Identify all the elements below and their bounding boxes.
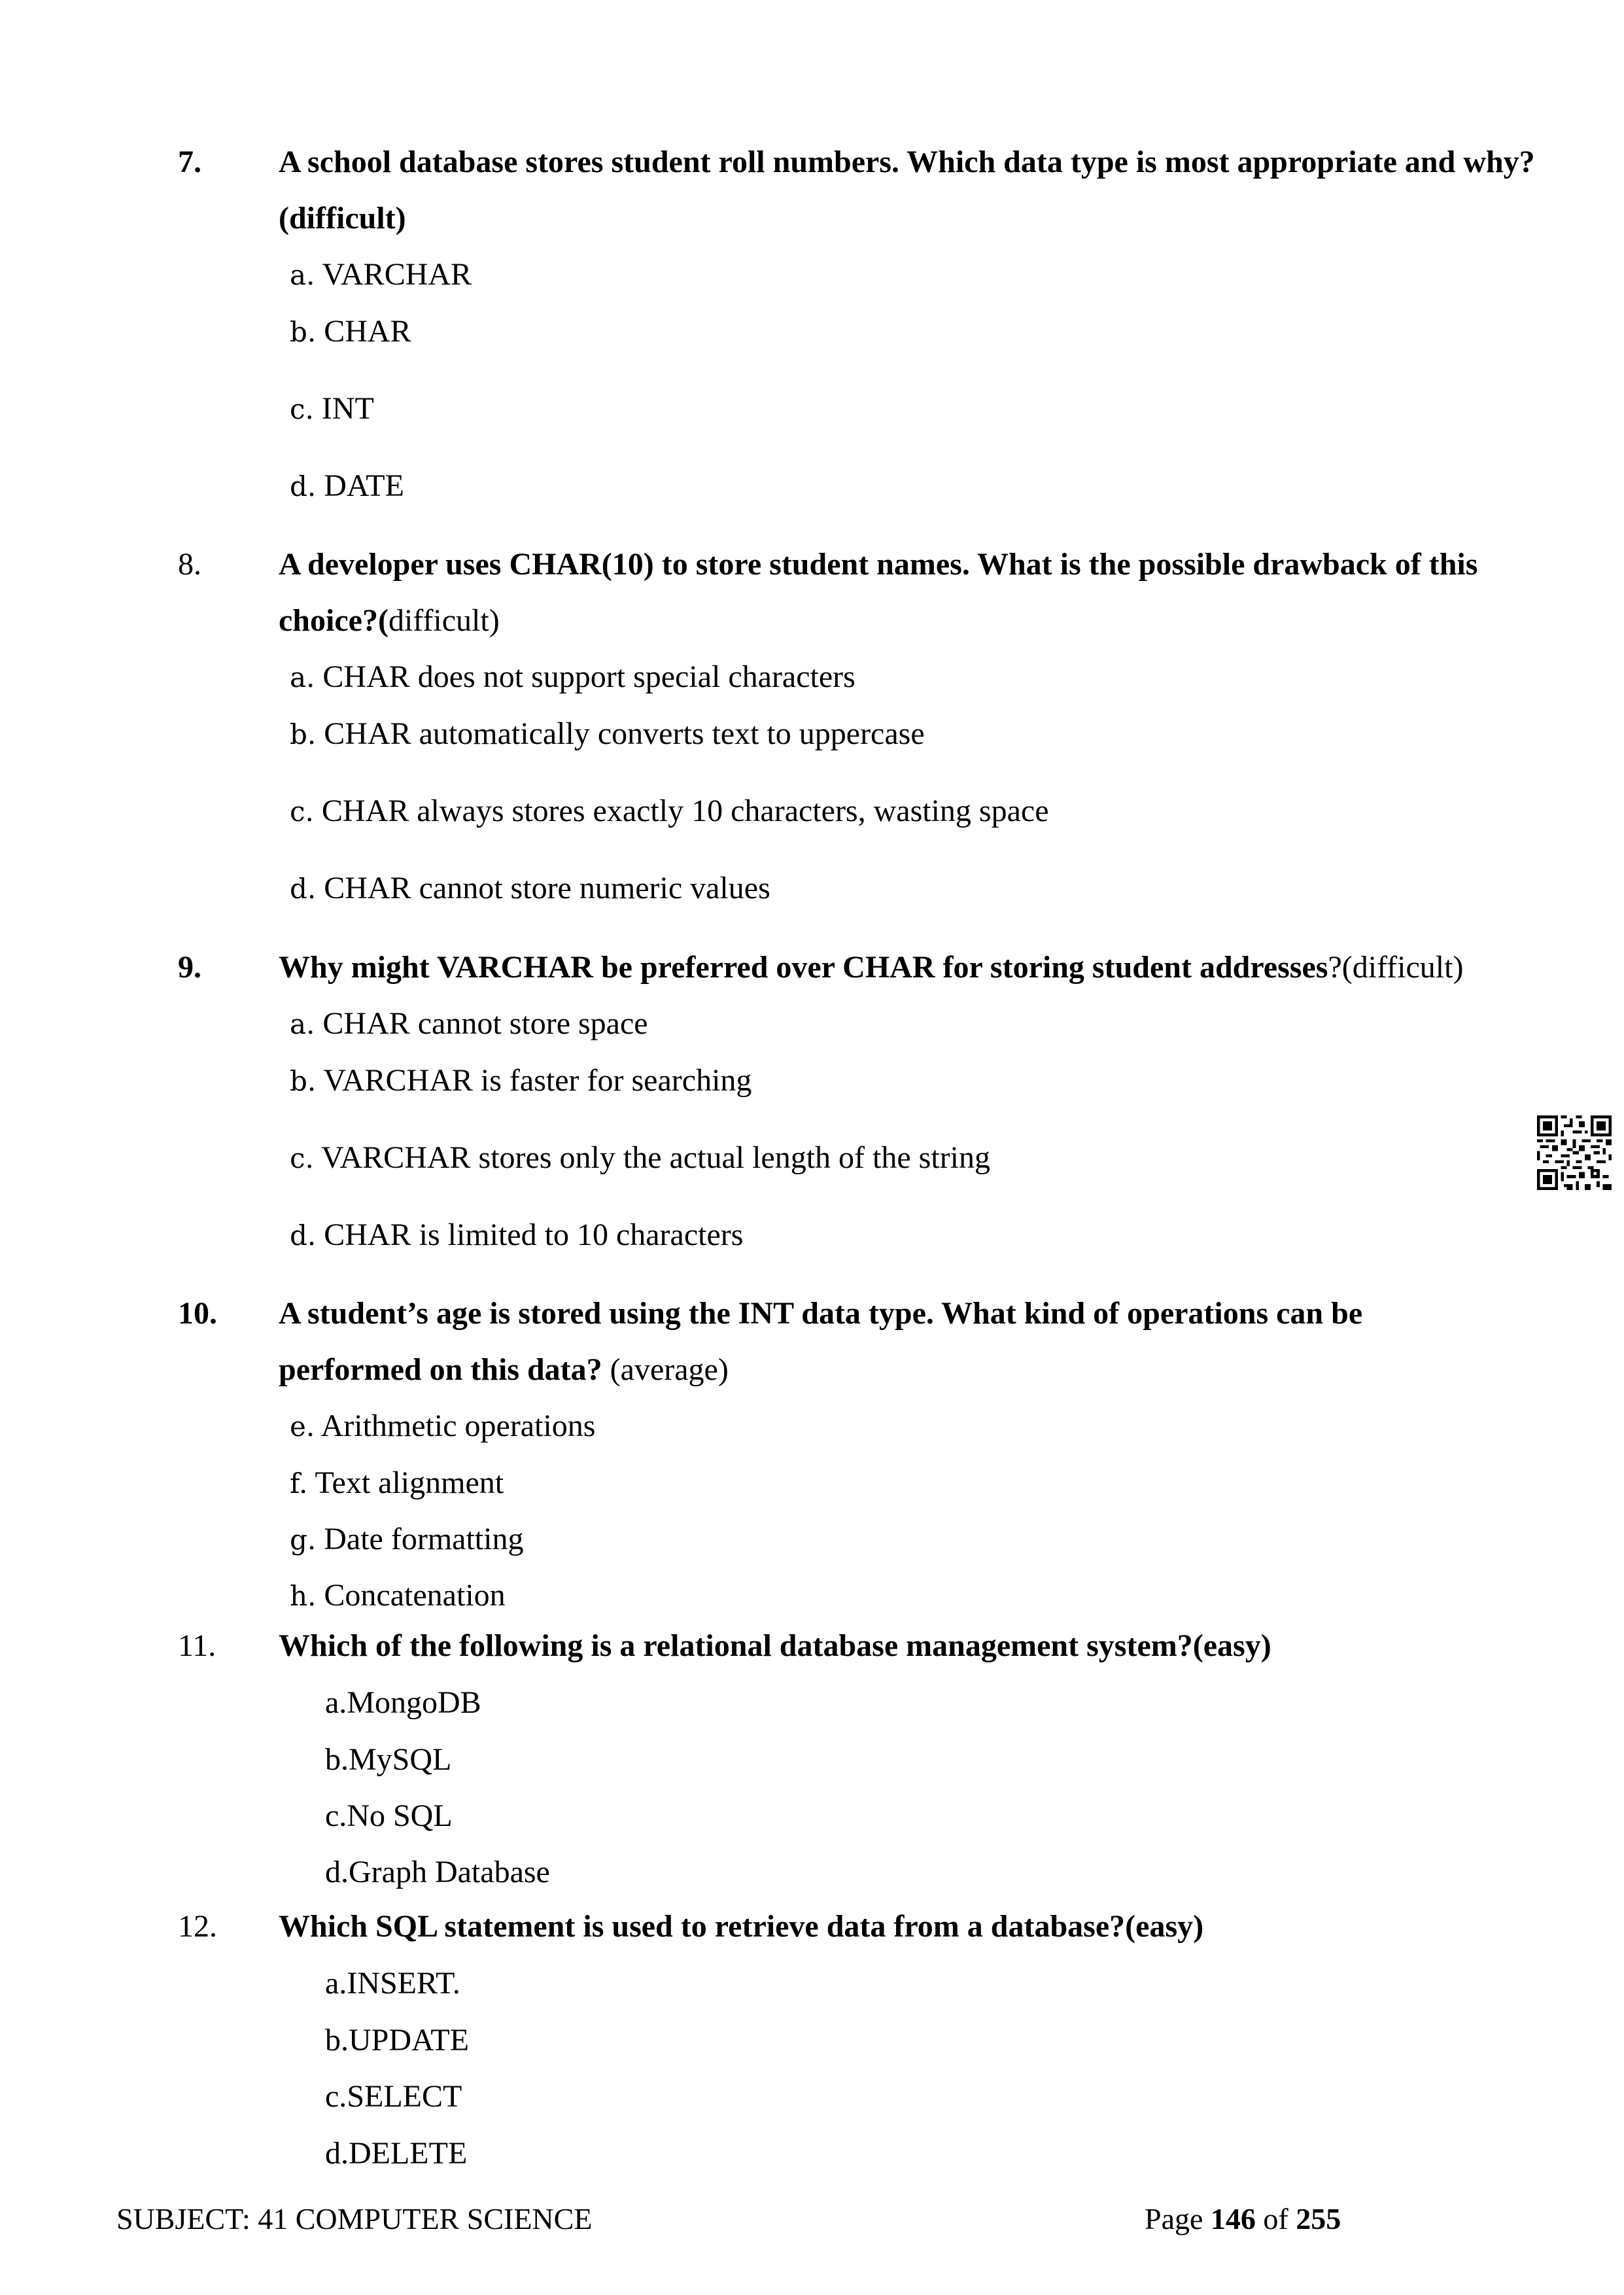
option: [290, 466, 404, 506]
option: [290, 1520, 523, 1560]
page-prefix: Page: [1145, 2202, 1211, 2235]
question-number: 10.: [178, 1296, 217, 1331]
option: [325, 2134, 467, 2173]
option: [325, 1796, 453, 1836]
question-text: [279, 939, 1463, 996]
option-text: UPDATE: [349, 2023, 470, 2058]
option: [290, 657, 855, 697]
option: [290, 869, 770, 909]
question-text: Which SQL statement is used to retrieve data from a database?(easy): [279, 1909, 1204, 1944]
option-letter: d.: [325, 1855, 349, 1889]
option: [290, 714, 925, 754]
question-text: Which of the following is a relational database management system?(easy): [279, 1628, 1271, 1663]
question-difficulty: (average): [602, 1352, 729, 1387]
option: [325, 1683, 481, 1723]
option: [290, 1061, 752, 1101]
question-difficulty: difficult): [388, 603, 500, 638]
option-letter: c.: [290, 796, 314, 828]
option: [290, 312, 411, 352]
option-letter: c.: [325, 2079, 347, 2114]
option-letter: a.: [290, 661, 315, 693]
question-text: [279, 1286, 1449, 1398]
option: [325, 1740, 451, 1779]
option-letter: c.: [325, 1798, 347, 1833]
option-text: CHAR is limited to 10 characters: [324, 1218, 744, 1252]
option-text: CHAR does not support special characters: [322, 659, 855, 694]
option-text: INT: [321, 391, 374, 426]
option-letter: a.: [290, 1008, 315, 1040]
option: [325, 1964, 460, 2003]
option: [290, 1216, 743, 1255]
option: [290, 1004, 648, 1044]
option-text: DELETE: [349, 2136, 468, 2171]
question-text: [279, 536, 1554, 649]
option-text: Date formatting: [324, 1522, 524, 1556]
option-text: Arithmetic operations: [320, 1409, 596, 1443]
option-letter: h.: [290, 1580, 317, 1612]
option-letter: g.: [290, 1524, 317, 1556]
question-number: 12.: [178, 1909, 217, 1944]
question-text: A school database stores student roll numbers. Which data type is most appropriate and why?(difficult): [279, 145, 1535, 236]
option: [325, 2021, 469, 2060]
question-number: 7.: [178, 145, 201, 179]
option-text: VARCHAR: [322, 257, 472, 292]
qr-code-icon: [1537, 1115, 1612, 1190]
option-letter: b.: [290, 316, 317, 348]
option-text: CHAR: [324, 314, 411, 349]
option-text: CHAR always stores exactly 10 characters, wasting space: [321, 794, 1049, 828]
question-number: 9.: [178, 950, 201, 985]
option: [290, 1407, 595, 1446]
option-text: VARCHAR stores only the actual length of the string: [321, 1140, 991, 1175]
option-text: CHAR automatically converts text to uppercase: [324, 716, 925, 751]
question-text-bold: A student’s age is stored using the INT data type. What kind of operations can be performed on this data?: [279, 1296, 1363, 1387]
option-letter: b.: [290, 1065, 317, 1097]
question-number: 8.: [178, 547, 201, 582]
option-text: INSERT.: [347, 1966, 460, 2001]
question-number: 11.: [178, 1628, 216, 1663]
option: [290, 1463, 504, 1503]
question-difficulty: ?(difficult): [1328, 950, 1464, 985]
option-letter: a.: [325, 1966, 347, 2001]
option-text: CHAR cannot store numeric values: [324, 871, 770, 905]
option: [290, 255, 472, 295]
option-letter: d.: [325, 2136, 349, 2171]
option: [290, 389, 374, 429]
option: [290, 1576, 506, 1616]
option-letter: d.: [290, 1219, 317, 1252]
option-letter: f.: [290, 1467, 308, 1499]
page-current: 146: [1210, 2202, 1256, 2235]
option-letter: a.: [325, 1685, 347, 1720]
question-text-bold: A developer uses CHAR(10) to store student names. What is the possible drawback of this choice?(: [279, 547, 1478, 638]
option-text: DATE: [324, 468, 404, 503]
option-letter: d.: [290, 873, 317, 905]
option-text: CHAR cannot store space: [322, 1006, 648, 1041]
option-letter: a.: [290, 259, 315, 291]
option-text: Graph Database: [349, 1855, 550, 1889]
footer-page-number: [1145, 2199, 1341, 2239]
option-text: No SQL: [347, 1798, 453, 1833]
option: [325, 1853, 550, 1892]
option-letter: b.: [290, 718, 317, 750]
option-letter: c.: [290, 1142, 314, 1174]
option: [290, 792, 1049, 832]
page-of: of: [1255, 2202, 1296, 2235]
page-total: 255: [1296, 2202, 1341, 2235]
option-text: Text alignment: [315, 1465, 504, 1500]
option: [325, 2077, 462, 2116]
question-text-bold: Why might VARCHAR be preferred over CHAR for storing student addresses: [279, 950, 1328, 985]
option-letter: e.: [290, 1410, 315, 1443]
option-letter: b.: [325, 1742, 349, 1777]
option-letter: c.: [290, 393, 314, 425]
option-text: MongoDB: [347, 1685, 481, 1720]
option-text: VARCHAR is faster for searching: [323, 1063, 752, 1098]
option-text: Concatenation: [324, 1578, 506, 1613]
option-text: SELECT: [347, 2079, 462, 2114]
option-letter: d.: [290, 470, 317, 502]
option-letter: b.: [325, 2023, 349, 2058]
option: [290, 1138, 990, 1178]
footer-subject: SUBJECT: 41 COMPUTER SCIENCE: [116, 2202, 593, 2235]
option-text: MySQL: [349, 1742, 452, 1777]
